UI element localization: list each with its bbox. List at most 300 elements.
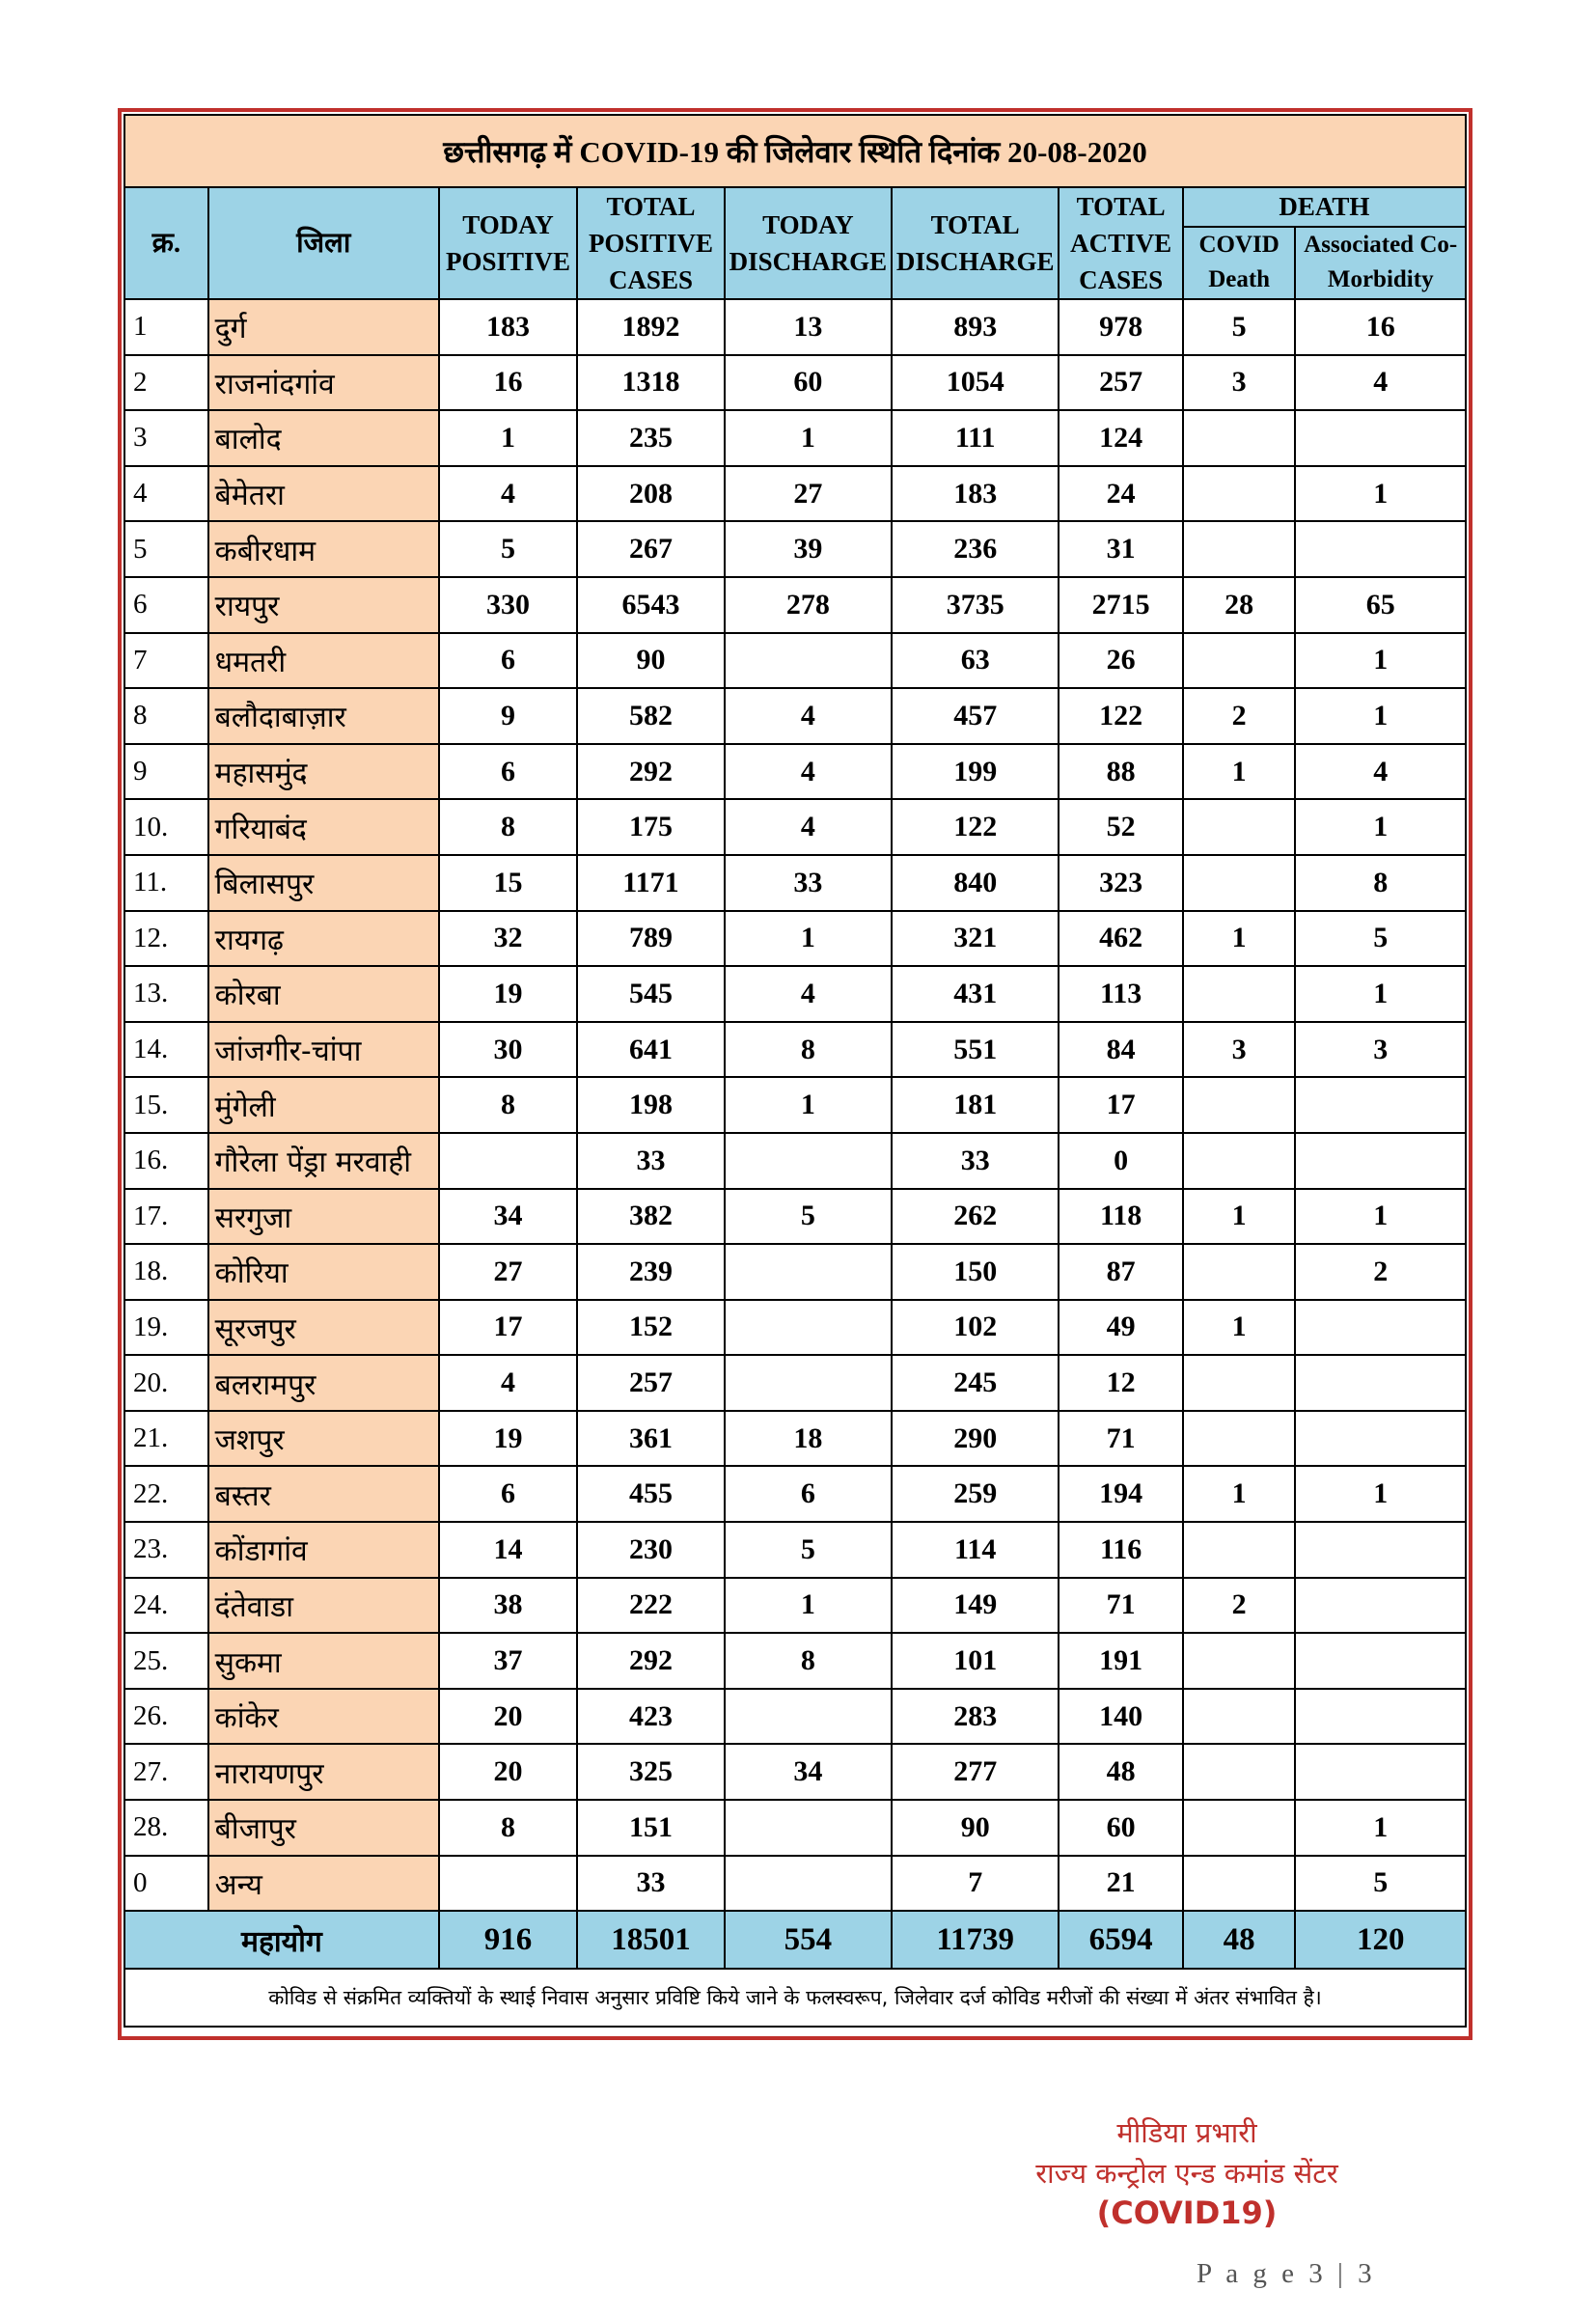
district-name: बलरामपुर	[208, 1355, 439, 1411]
associated-cell: 2	[1295, 1244, 1466, 1300]
total-positive-cell: 33	[577, 1856, 724, 1912]
serial-cell: 4	[124, 466, 208, 522]
serial-cell: 0	[124, 1856, 208, 1912]
today-positive-cell: 20	[439, 1744, 577, 1800]
associated-cell: 4	[1295, 355, 1466, 411]
active-cases-cell: 84	[1059, 1022, 1183, 1078]
district-name: दुर्ग	[208, 299, 439, 355]
total-discharge-cell: 7	[892, 1856, 1059, 1912]
table-row	[124, 799, 1466, 855]
table-title: छत्तीसगढ़ में COVID-19 की जिलेवार स्थिति दिनांक 20-08-2020	[124, 115, 1466, 187]
total-discharge-cell: 259	[892, 1466, 1059, 1522]
table-row	[124, 1633, 1466, 1689]
active-cases-cell: 462	[1059, 911, 1183, 967]
associated-cell	[1295, 1744, 1466, 1800]
associated-cell	[1295, 1077, 1466, 1133]
total-positive-cell: 789	[577, 911, 724, 967]
today-discharge-cell	[725, 1689, 892, 1745]
today-discharge-cell: 60	[725, 355, 892, 411]
active-cases-cell: 113	[1059, 966, 1183, 1022]
associated-cell: 16	[1295, 299, 1466, 355]
total-total-positive: 18501	[577, 1911, 724, 1969]
today-positive-cell: 1	[439, 410, 577, 466]
today-positive-cell	[439, 1133, 577, 1189]
header-total-positive: TOTAL POSITIVE CASES	[577, 187, 724, 299]
district-name: मुंगेली	[208, 1077, 439, 1133]
covid-death-cell: 28	[1183, 577, 1296, 633]
associated-cell	[1295, 521, 1466, 577]
serial-cell: 26.	[124, 1689, 208, 1745]
covid-death-cell: 5	[1183, 299, 1296, 355]
table-row	[124, 1411, 1466, 1467]
total-discharge-cell: 236	[892, 521, 1059, 577]
serial-cell: 16.	[124, 1133, 208, 1189]
today-positive-cell: 38	[439, 1578, 577, 1634]
today-positive-cell: 8	[439, 1077, 577, 1133]
associated-cell	[1295, 1133, 1466, 1189]
associated-cell: 5	[1295, 911, 1466, 967]
associated-cell: 1	[1295, 1466, 1466, 1522]
district-name: बिलासपुर	[208, 855, 439, 911]
today-positive-cell: 8	[439, 799, 577, 855]
district-name: बस्तर	[208, 1466, 439, 1522]
table-row	[124, 1022, 1466, 1078]
serial-cell: 12.	[124, 911, 208, 967]
associated-cell: 1	[1295, 466, 1466, 522]
total-discharge-cell: 283	[892, 1689, 1059, 1745]
today-discharge-cell: 4	[725, 799, 892, 855]
associated-cell: 65	[1295, 577, 1466, 633]
total-row	[124, 1911, 1466, 1969]
associated-cell	[1295, 1633, 1466, 1689]
table-row	[124, 521, 1466, 577]
active-cases-cell: 194	[1059, 1466, 1183, 1522]
covid-death-cell	[1183, 1077, 1296, 1133]
serial-cell: 27.	[124, 1744, 208, 1800]
total-discharge-cell: 199	[892, 744, 1059, 800]
header-today-positive: TODAY POSITIVE	[439, 187, 577, 299]
total-positive-cell: 267	[577, 521, 724, 577]
active-cases-cell: 978	[1059, 299, 1183, 355]
active-cases-cell: 26	[1059, 633, 1183, 689]
total-discharge-cell: 551	[892, 1022, 1059, 1078]
table-row	[124, 633, 1466, 689]
table-row	[124, 855, 1466, 911]
active-cases-cell: 60	[1059, 1800, 1183, 1856]
serial-cell: 19.	[124, 1300, 208, 1356]
table-row	[124, 1689, 1466, 1745]
total-positive-cell: 6543	[577, 577, 724, 633]
today-discharge-cell: 27	[725, 466, 892, 522]
covid-death-cell	[1183, 1856, 1296, 1912]
covid-report-frame	[118, 108, 1472, 2040]
serial-cell: 10.	[124, 799, 208, 855]
serial-cell: 1	[124, 299, 208, 355]
associated-cell: 1	[1295, 633, 1466, 689]
associated-cell	[1295, 1522, 1466, 1578]
district-name: कोरिया	[208, 1244, 439, 1300]
covid-death-cell: 1	[1183, 1466, 1296, 1522]
total-positive-cell: 361	[577, 1411, 724, 1467]
today-discharge-cell: 33	[725, 855, 892, 911]
table-row	[124, 1522, 1466, 1578]
active-cases-cell: 24	[1059, 466, 1183, 522]
district-name: गौरेला पेंड्रा मरवाही	[208, 1133, 439, 1189]
today-discharge-cell: 1	[725, 410, 892, 466]
associated-cell	[1295, 1411, 1466, 1467]
total-discharge-cell: 3735	[892, 577, 1059, 633]
table-row	[124, 1744, 1466, 1800]
serial-cell: 5	[124, 521, 208, 577]
today-discharge-cell	[725, 633, 892, 689]
table-row	[124, 966, 1466, 1022]
total-positive-cell: 152	[577, 1300, 724, 1356]
district-name: कोरबा	[208, 966, 439, 1022]
total-discharge-cell: 181	[892, 1077, 1059, 1133]
associated-cell	[1295, 1355, 1466, 1411]
total-positive-cell: 1171	[577, 855, 724, 911]
serial-cell: 18.	[124, 1244, 208, 1300]
page-number: P a g e 3 | 3	[1197, 2258, 1376, 2289]
active-cases-cell: 116	[1059, 1522, 1183, 1578]
active-cases-cell: 71	[1059, 1578, 1183, 1634]
covid-death-cell: 1	[1183, 744, 1296, 800]
today-discharge-cell: 278	[725, 577, 892, 633]
total-discharge-cell: 149	[892, 1578, 1059, 1634]
table-row	[124, 1466, 1466, 1522]
today-discharge-cell: 6	[725, 1466, 892, 1522]
today-discharge-cell: 5	[725, 1189, 892, 1245]
active-cases-cell: 118	[1059, 1189, 1183, 1245]
today-positive-cell: 19	[439, 966, 577, 1022]
table-row	[124, 688, 1466, 744]
total-discharge-cell: 431	[892, 966, 1059, 1022]
table-row	[124, 744, 1466, 800]
table-row	[124, 1189, 1466, 1245]
covid-death-cell	[1183, 1689, 1296, 1745]
covid-death-cell	[1183, 1800, 1296, 1856]
header-district: जिला	[208, 187, 439, 299]
today-discharge-cell	[725, 1300, 892, 1356]
today-discharge-cell: 1	[725, 1077, 892, 1133]
today-positive-cell: 17	[439, 1300, 577, 1356]
covid-death-cell: 2	[1183, 1578, 1296, 1634]
covid-death-cell: 3	[1183, 355, 1296, 411]
total-today-positive: 916	[439, 1911, 577, 1969]
district-name: सूरजपुर	[208, 1300, 439, 1356]
serial-cell: 7	[124, 633, 208, 689]
total-positive-cell: 198	[577, 1077, 724, 1133]
total-discharge-cell: 321	[892, 911, 1059, 967]
active-cases-cell: 31	[1059, 521, 1183, 577]
serial-cell: 9	[124, 744, 208, 800]
today-discharge-cell	[725, 1856, 892, 1912]
district-name: सरगुजा	[208, 1189, 439, 1245]
today-discharge-cell	[725, 1133, 892, 1189]
associated-cell: 5	[1295, 1856, 1466, 1912]
associated-cell: 8	[1295, 855, 1466, 911]
total-positive-cell: 257	[577, 1355, 724, 1411]
total-positive-cell: 582	[577, 688, 724, 744]
serial-cell: 28.	[124, 1800, 208, 1856]
total-discharge-cell: 102	[892, 1300, 1059, 1356]
covid-death-cell	[1183, 521, 1296, 577]
today-discharge-cell: 4	[725, 966, 892, 1022]
associated-cell	[1295, 1578, 1466, 1634]
associated-cell	[1295, 1689, 1466, 1745]
today-discharge-cell: 34	[725, 1744, 892, 1800]
covid-death-cell	[1183, 1522, 1296, 1578]
table-row	[124, 1244, 1466, 1300]
today-positive-cell: 6	[439, 633, 577, 689]
header-total-active: TOTAL ACTIVE CASES	[1059, 187, 1183, 299]
associated-cell: 1	[1295, 966, 1466, 1022]
covid-death-cell	[1183, 1411, 1296, 1467]
today-positive-cell: 14	[439, 1522, 577, 1578]
active-cases-cell: 140	[1059, 1689, 1183, 1745]
table-row	[124, 1800, 1466, 1856]
signature-covid: (COVID19)	[1096, 2194, 1278, 2231]
district-name: कबीरधाम	[208, 521, 439, 577]
total-discharge-cell: 457	[892, 688, 1059, 744]
associated-cell: 4	[1295, 744, 1466, 800]
today-discharge-cell: 4	[725, 688, 892, 744]
serial-cell: 13.	[124, 966, 208, 1022]
table-row	[124, 1355, 1466, 1411]
covid-death-cell	[1183, 1355, 1296, 1411]
total-discharge-cell: 33	[892, 1133, 1059, 1189]
total-discharge-cell: 101	[892, 1633, 1059, 1689]
table-row	[124, 355, 1466, 411]
today-positive-cell: 8	[439, 1800, 577, 1856]
district-name: दंतेवाडा	[208, 1578, 439, 1634]
table-row	[124, 1077, 1466, 1133]
total-label: महायोग	[124, 1911, 439, 1969]
total-discharge-cell: 111	[892, 410, 1059, 466]
today-positive-cell: 6	[439, 744, 577, 800]
total-discharge-cell: 114	[892, 1522, 1059, 1578]
total-positive-cell: 151	[577, 1800, 724, 1856]
total-positive-cell: 382	[577, 1189, 724, 1245]
today-positive-cell: 34	[439, 1189, 577, 1245]
district-name: नारायणपुर	[208, 1744, 439, 1800]
header-associated-comorbidity: Associated Co-Morbidity	[1295, 227, 1466, 299]
total-active-cases: 6594	[1059, 1911, 1183, 1969]
total-positive-cell: 423	[577, 1689, 724, 1745]
table-row	[124, 1133, 1466, 1189]
total-positive-cell: 1892	[577, 299, 724, 355]
total-discharge-cell: 90	[892, 1800, 1059, 1856]
active-cases-cell: 49	[1059, 1300, 1183, 1356]
serial-cell: 6	[124, 577, 208, 633]
signature-title: मीडिया प्रभारी	[1116, 2116, 1257, 2149]
today-positive-cell: 37	[439, 1633, 577, 1689]
serial-cell: 22.	[124, 1466, 208, 1522]
active-cases-cell: 323	[1059, 855, 1183, 911]
district-name: कोंडागांव	[208, 1522, 439, 1578]
today-positive-cell: 183	[439, 299, 577, 355]
district-name: रायपुर	[208, 577, 439, 633]
covid-death-cell: 1	[1183, 1189, 1296, 1245]
covid-death-cell	[1183, 466, 1296, 522]
today-positive-cell: 15	[439, 855, 577, 911]
covid-death-cell	[1183, 966, 1296, 1022]
header-covid-death: COVID Death	[1183, 227, 1296, 299]
today-positive-cell: 9	[439, 688, 577, 744]
total-discharge-cell: 893	[892, 299, 1059, 355]
table-row	[124, 1578, 1466, 1634]
today-positive-cell: 19	[439, 1411, 577, 1467]
district-name: बीजापुर	[208, 1800, 439, 1856]
associated-cell	[1295, 410, 1466, 466]
today-discharge-cell: 13	[725, 299, 892, 355]
total-discharge-cell: 840	[892, 855, 1059, 911]
associated-cell: 1	[1295, 799, 1466, 855]
total-discharge-cell: 1054	[892, 355, 1059, 411]
today-discharge-cell: 39	[725, 521, 892, 577]
covid-death-cell	[1183, 410, 1296, 466]
today-discharge-cell: 5	[725, 1522, 892, 1578]
table-row	[124, 410, 1466, 466]
total-positive-cell: 235	[577, 410, 724, 466]
serial-cell: 24.	[124, 1578, 208, 1634]
district-name: बालोद	[208, 410, 439, 466]
total-positive-cell: 208	[577, 466, 724, 522]
today-positive-cell: 16	[439, 355, 577, 411]
total-discharge-cell: 63	[892, 633, 1059, 689]
active-cases-cell: 52	[1059, 799, 1183, 855]
today-discharge-cell	[725, 1355, 892, 1411]
total-positive-cell: 545	[577, 966, 724, 1022]
district-name: कांकेर	[208, 1689, 439, 1745]
serial-cell: 3	[124, 410, 208, 466]
district-name: बलौदाबाज़ार	[208, 688, 439, 744]
total-positive-cell: 90	[577, 633, 724, 689]
associated-cell: 3	[1295, 1022, 1466, 1078]
today-positive-cell: 20	[439, 1689, 577, 1745]
total-associated: 120	[1295, 1911, 1466, 1969]
total-positive-cell: 175	[577, 799, 724, 855]
total-today-discharge: 554	[725, 1911, 892, 1969]
active-cases-cell: 48	[1059, 1744, 1183, 1800]
covid-death-cell	[1183, 1133, 1296, 1189]
today-discharge-cell: 1	[725, 1578, 892, 1634]
today-discharge-cell	[725, 1244, 892, 1300]
header-serial: क्र.	[124, 187, 208, 299]
total-positive-cell: 239	[577, 1244, 724, 1300]
covid-death-cell: 2	[1183, 688, 1296, 744]
total-positive-cell: 455	[577, 1466, 724, 1522]
associated-cell: 1	[1295, 1189, 1466, 1245]
total-discharge-cell: 183	[892, 466, 1059, 522]
serial-cell: 11.	[124, 855, 208, 911]
today-positive-cell: 4	[439, 1355, 577, 1411]
covid-death-cell	[1183, 855, 1296, 911]
signature-office: राज्य कन्ट्रोल एन्ड कमांड सेंटर	[1035, 2157, 1338, 2190]
today-positive-cell: 4	[439, 466, 577, 522]
total-positive-cell: 33	[577, 1133, 724, 1189]
district-name: महासमुंद	[208, 744, 439, 800]
district-name: राजनांदगांव	[208, 355, 439, 411]
serial-cell: 14.	[124, 1022, 208, 1078]
today-discharge-cell	[725, 1800, 892, 1856]
active-cases-cell: 88	[1059, 744, 1183, 800]
district-name: रायगढ़	[208, 911, 439, 967]
table-row	[124, 911, 1466, 967]
serial-cell: 25.	[124, 1633, 208, 1689]
table-row	[124, 1856, 1466, 1912]
total-positive-cell: 1318	[577, 355, 724, 411]
active-cases-cell: 21	[1059, 1856, 1183, 1912]
associated-cell	[1295, 1300, 1466, 1356]
table-body	[124, 299, 1466, 1911]
district-name: सुकमा	[208, 1633, 439, 1689]
today-positive-cell: 30	[439, 1022, 577, 1078]
covid-death-cell	[1183, 1244, 1296, 1300]
serial-cell: 20.	[124, 1355, 208, 1411]
district-name: अन्य	[208, 1856, 439, 1912]
associated-cell: 1	[1295, 688, 1466, 744]
active-cases-cell: 17	[1059, 1077, 1183, 1133]
serial-cell: 23.	[124, 1522, 208, 1578]
total-covid-death: 48	[1183, 1911, 1296, 1969]
today-positive-cell	[439, 1856, 577, 1912]
total-positive-cell: 292	[577, 744, 724, 800]
header-total-discharge: TOTAL DISCHARGE	[892, 187, 1059, 299]
table-row	[124, 1300, 1466, 1356]
today-positive-cell: 27	[439, 1244, 577, 1300]
footnote: कोविड से संक्रमित व्यक्तियों के स्थाई निवास अनुसार प्रविष्टि किये जाने के फलस्वरूप, जिलेवार दर्ज कोविड मरीजों की संख्या में अंतर संभावित है।	[124, 1969, 1466, 2027]
header-death: DEATH	[1183, 187, 1466, 227]
today-discharge-cell: 1	[725, 911, 892, 967]
active-cases-cell: 124	[1059, 410, 1183, 466]
today-discharge-cell: 8	[725, 1633, 892, 1689]
covid-death-cell: 1	[1183, 911, 1296, 967]
active-cases-cell: 2715	[1059, 577, 1183, 633]
active-cases-cell: 191	[1059, 1633, 1183, 1689]
total-discharge-cell: 245	[892, 1355, 1059, 1411]
serial-cell: 15.	[124, 1077, 208, 1133]
total-positive-cell: 641	[577, 1022, 724, 1078]
today-discharge-cell: 8	[725, 1022, 892, 1078]
today-discharge-cell: 4	[725, 744, 892, 800]
covid-death-cell	[1183, 1744, 1296, 1800]
table-row	[124, 466, 1466, 522]
table-row	[124, 577, 1466, 633]
today-positive-cell: 6	[439, 1466, 577, 1522]
active-cases-cell: 257	[1059, 355, 1183, 411]
district-name: गरियाबंद	[208, 799, 439, 855]
active-cases-cell: 12	[1059, 1355, 1183, 1411]
covid-death-cell: 3	[1183, 1022, 1296, 1078]
total-discharge-cell: 150	[892, 1244, 1059, 1300]
district-name: धमतरी	[208, 633, 439, 689]
today-positive-cell: 32	[439, 911, 577, 967]
district-name: बेमेतरा	[208, 466, 439, 522]
serial-cell: 8	[124, 688, 208, 744]
total-discharge-cell: 122	[892, 799, 1059, 855]
total-discharge-cell: 277	[892, 1744, 1059, 1800]
today-discharge-cell: 18	[725, 1411, 892, 1467]
covid-death-cell	[1183, 1633, 1296, 1689]
today-positive-cell: 5	[439, 521, 577, 577]
header-today-discharge: TODAY DISCHARGE	[725, 187, 892, 299]
active-cases-cell: 0	[1059, 1133, 1183, 1189]
table-row	[124, 299, 1466, 355]
total-positive-cell: 325	[577, 1744, 724, 1800]
associated-cell: 1	[1295, 1800, 1466, 1856]
total-positive-cell: 222	[577, 1578, 724, 1634]
